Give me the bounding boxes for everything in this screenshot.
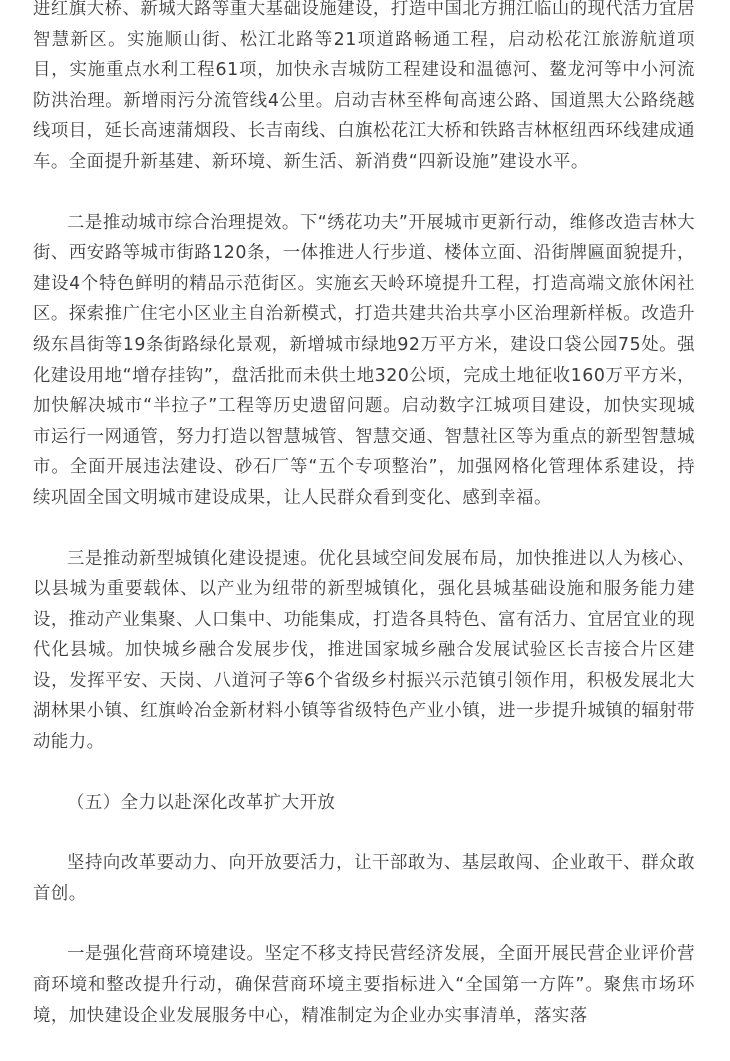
paragraph-business-environment: 一是强化营商环境建设。坚定不移支持民营经济发展，全面开展民营企业评价营商环境和整改提升行动，确保营商环境主要指标进入“全国第一方阵”。聚焦市场环境，加快建设企业发展服务中心，精准制定为企业办实事清单，落实落: [33, 944, 695, 1026]
paragraph-reform-intro: 坚持向改革要动力、向开放要活力，让干部敢为、基层敢闯、企业敢干、群众敢首创。: [33, 853, 695, 904]
paragraph-infrastructure: 进红旗大桥、新城大路等重大基础设施建设，打造中国北方拥江临山的现代活力宜居智慧新区。实施顺山街、松江北路等21项道路畅通工程，启动松花江旅游航道项目，实施重点水利工程61项，加快永吉城防工程建设和温德河、鳌龙河等中小河流防洪治理。新增雨污分流管线4公里。启动吉林至桦甸高速公路、国道黑大公路绕越线项目，延长高速蒲烟段、长吉南线、白旗松花江大桥和铁路吉林枢纽西环线建成通车。全面提升新基建、新环境、新生活、新消费“四新设施”建设水平。: [33, 0, 695, 172]
section-heading-reform: （五）全力以赴深化改革扩大开放: [67, 792, 336, 813]
paragraph-urbanization: 三是推动新型城镇化建设提速。优化县域空间发展布局，加快推进以人为核心、以县城为重要载体、以产业为纽带的新型城镇化，强化县城基础设施和服务能力建设，推动产业集聚、人口集中、功能集成，打造各具特色、富有活力、宜居宜业的现代化县城。加快城乡融合发展步伐，推进国家城乡融合发展试验区长吉接合片区建设，发挥平安、天岗、八道河子等6个省级乡村振兴示范镇引领作用，积极发展北大湖林果小镇、红旗岭冶金新材料小镇等省级特色产业小镇，进一步提升城镇的辐射带动能力。: [33, 548, 695, 753]
article-body: [33, 0, 695, 1061]
paragraph-urban-governance: 二是推动城市综合治理提效。下“绣花功夫”开展城市更新行动，维修改造吉林大街、西安路等城市街路120条，一体推进人行步道、楼体立面、沿街牌匾面貌提升，建设4个特色鲜明的精品示范街区。实施玄天岭环境提升工程，打造高端文旅休闲社区。探索推广住宅小区业主自治新模式，打造共建共治共享小区治理新样板。改造升级东昌街等19条街路绿化景观，新增城市绿地92万平方米，建设口袋公园75处。强化建设用地“增存挂钩”，盘活批而未供土地320公顷，完成土地征收160万平方米，加快解决城市“半拉子”工程等历史遗留问题。启动数字江城项目建设，加快实现城市运行一网通管，努力打造以智慧城管、智慧交通、智慧社区等为重点的新型智慧城市。全面开展违法建设、砂石厂等“五个专项整治”，加强网格化管理体系建设，持续巩固全国文明城市建设成果，让人民群众看到变化、感到幸福。: [33, 212, 695, 508]
